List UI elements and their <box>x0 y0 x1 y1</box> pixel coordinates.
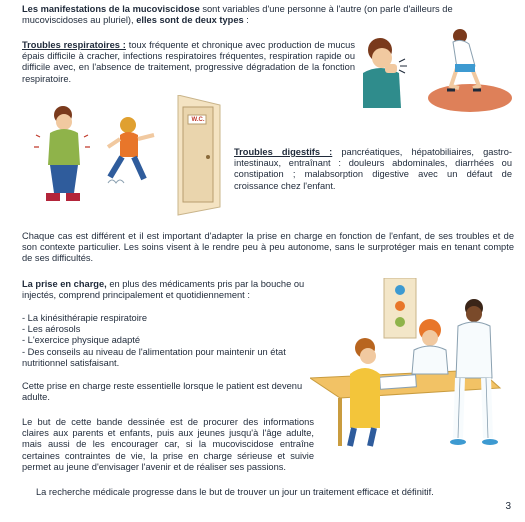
care-paragraph <box>22 279 322 301</box>
intro-paragraph <box>22 4 514 26</box>
goal-paragraph: Le but de cette bande dessinée est de procurer des informations claires aux parents et enfants, puis aux jeunes jusqu'à l'âge adulte, mais aussi de les encourager car, si la mucoviscidose entraîne certaines contraintes de vie, la prise en charge sérieuse et suivie permet au jeune d'envisager l'avenir et de réaliser ses passions. <box>22 417 314 472</box>
adapt-care-paragraph: Chaque cas est différent et il est important d'adapter la prise en charge en fonction de l'enfant, de ses troubles et de son contexte particulier. Les soins visent à le rendre peu à peu autonome, sans le surprotéger mais en tenant compte de ses difficultés. <box>22 231 514 264</box>
care-lead: La prise en charge, <box>22 279 107 289</box>
wc-door-sign: W.C. <box>191 117 205 123</box>
list-item: - L'exercice physique adapté <box>22 335 141 346</box>
respiratory-text: toux fréquente et chronique avec production de mucus épais difficile à cracher, infections respiratoires fréquentes, respiration rapide ou difficile avec, en l'absence de traitement, progressive dégradation de la fonction respiratoire. <box>22 40 355 84</box>
page-number: 3 <box>505 500 511 512</box>
digestive-heading: Troubles digestifs : <box>234 147 333 157</box>
list-item: - Les aérosols <box>22 324 81 335</box>
list-item: - La kinésithérapie respiratoire <box>22 313 148 323</box>
digestive-paragraph <box>234 147 512 192</box>
care-lead-rest: en plus des médicaments pris par la bouche ou injectés, comprend principalement et quotidiennement : <box>22 279 305 301</box>
intro-lead-rest: sont variables d'une personne à l'autre (on parle d'ailleurs de mucoviscidoses au pluriel), <box>22 4 453 26</box>
respiratory-paragraph <box>22 40 355 85</box>
medical-consultation-illustration <box>310 278 518 450</box>
respiratory-heading: Troubles respiratoires : <box>22 40 126 50</box>
adult-paragraph: Cette prise en charge reste essentielle lorsque le patient est devenu adulte. <box>22 381 303 403</box>
digestive-text: pancréatiques, hépatobiliaires, gastro-intestinaux, entraînant : douleurs abdominales, diarrhées ou constipation ; malabsorption digestive avec un défaut de croissance chez l'enfant. <box>234 147 513 191</box>
research-sentence: La recherche médicale progresse dans le but de trouver un jour un traitement efficace et définitif. <box>36 487 434 497</box>
intro-tail-rest: : <box>243 15 249 26</box>
list-item: - Des conseils au niveau de l'alimentation pour maintenir un état nutritionnel satisfaisant. <box>22 346 286 368</box>
care-list <box>22 313 322 369</box>
intro-lead: Les manifestations de la mucoviscidose <box>22 4 200 14</box>
coughing-boy-and-runner-illustration <box>355 28 520 118</box>
wc-scene-illustration <box>28 95 228 225</box>
intro-tail: elles sont de deux types <box>133 15 244 26</box>
